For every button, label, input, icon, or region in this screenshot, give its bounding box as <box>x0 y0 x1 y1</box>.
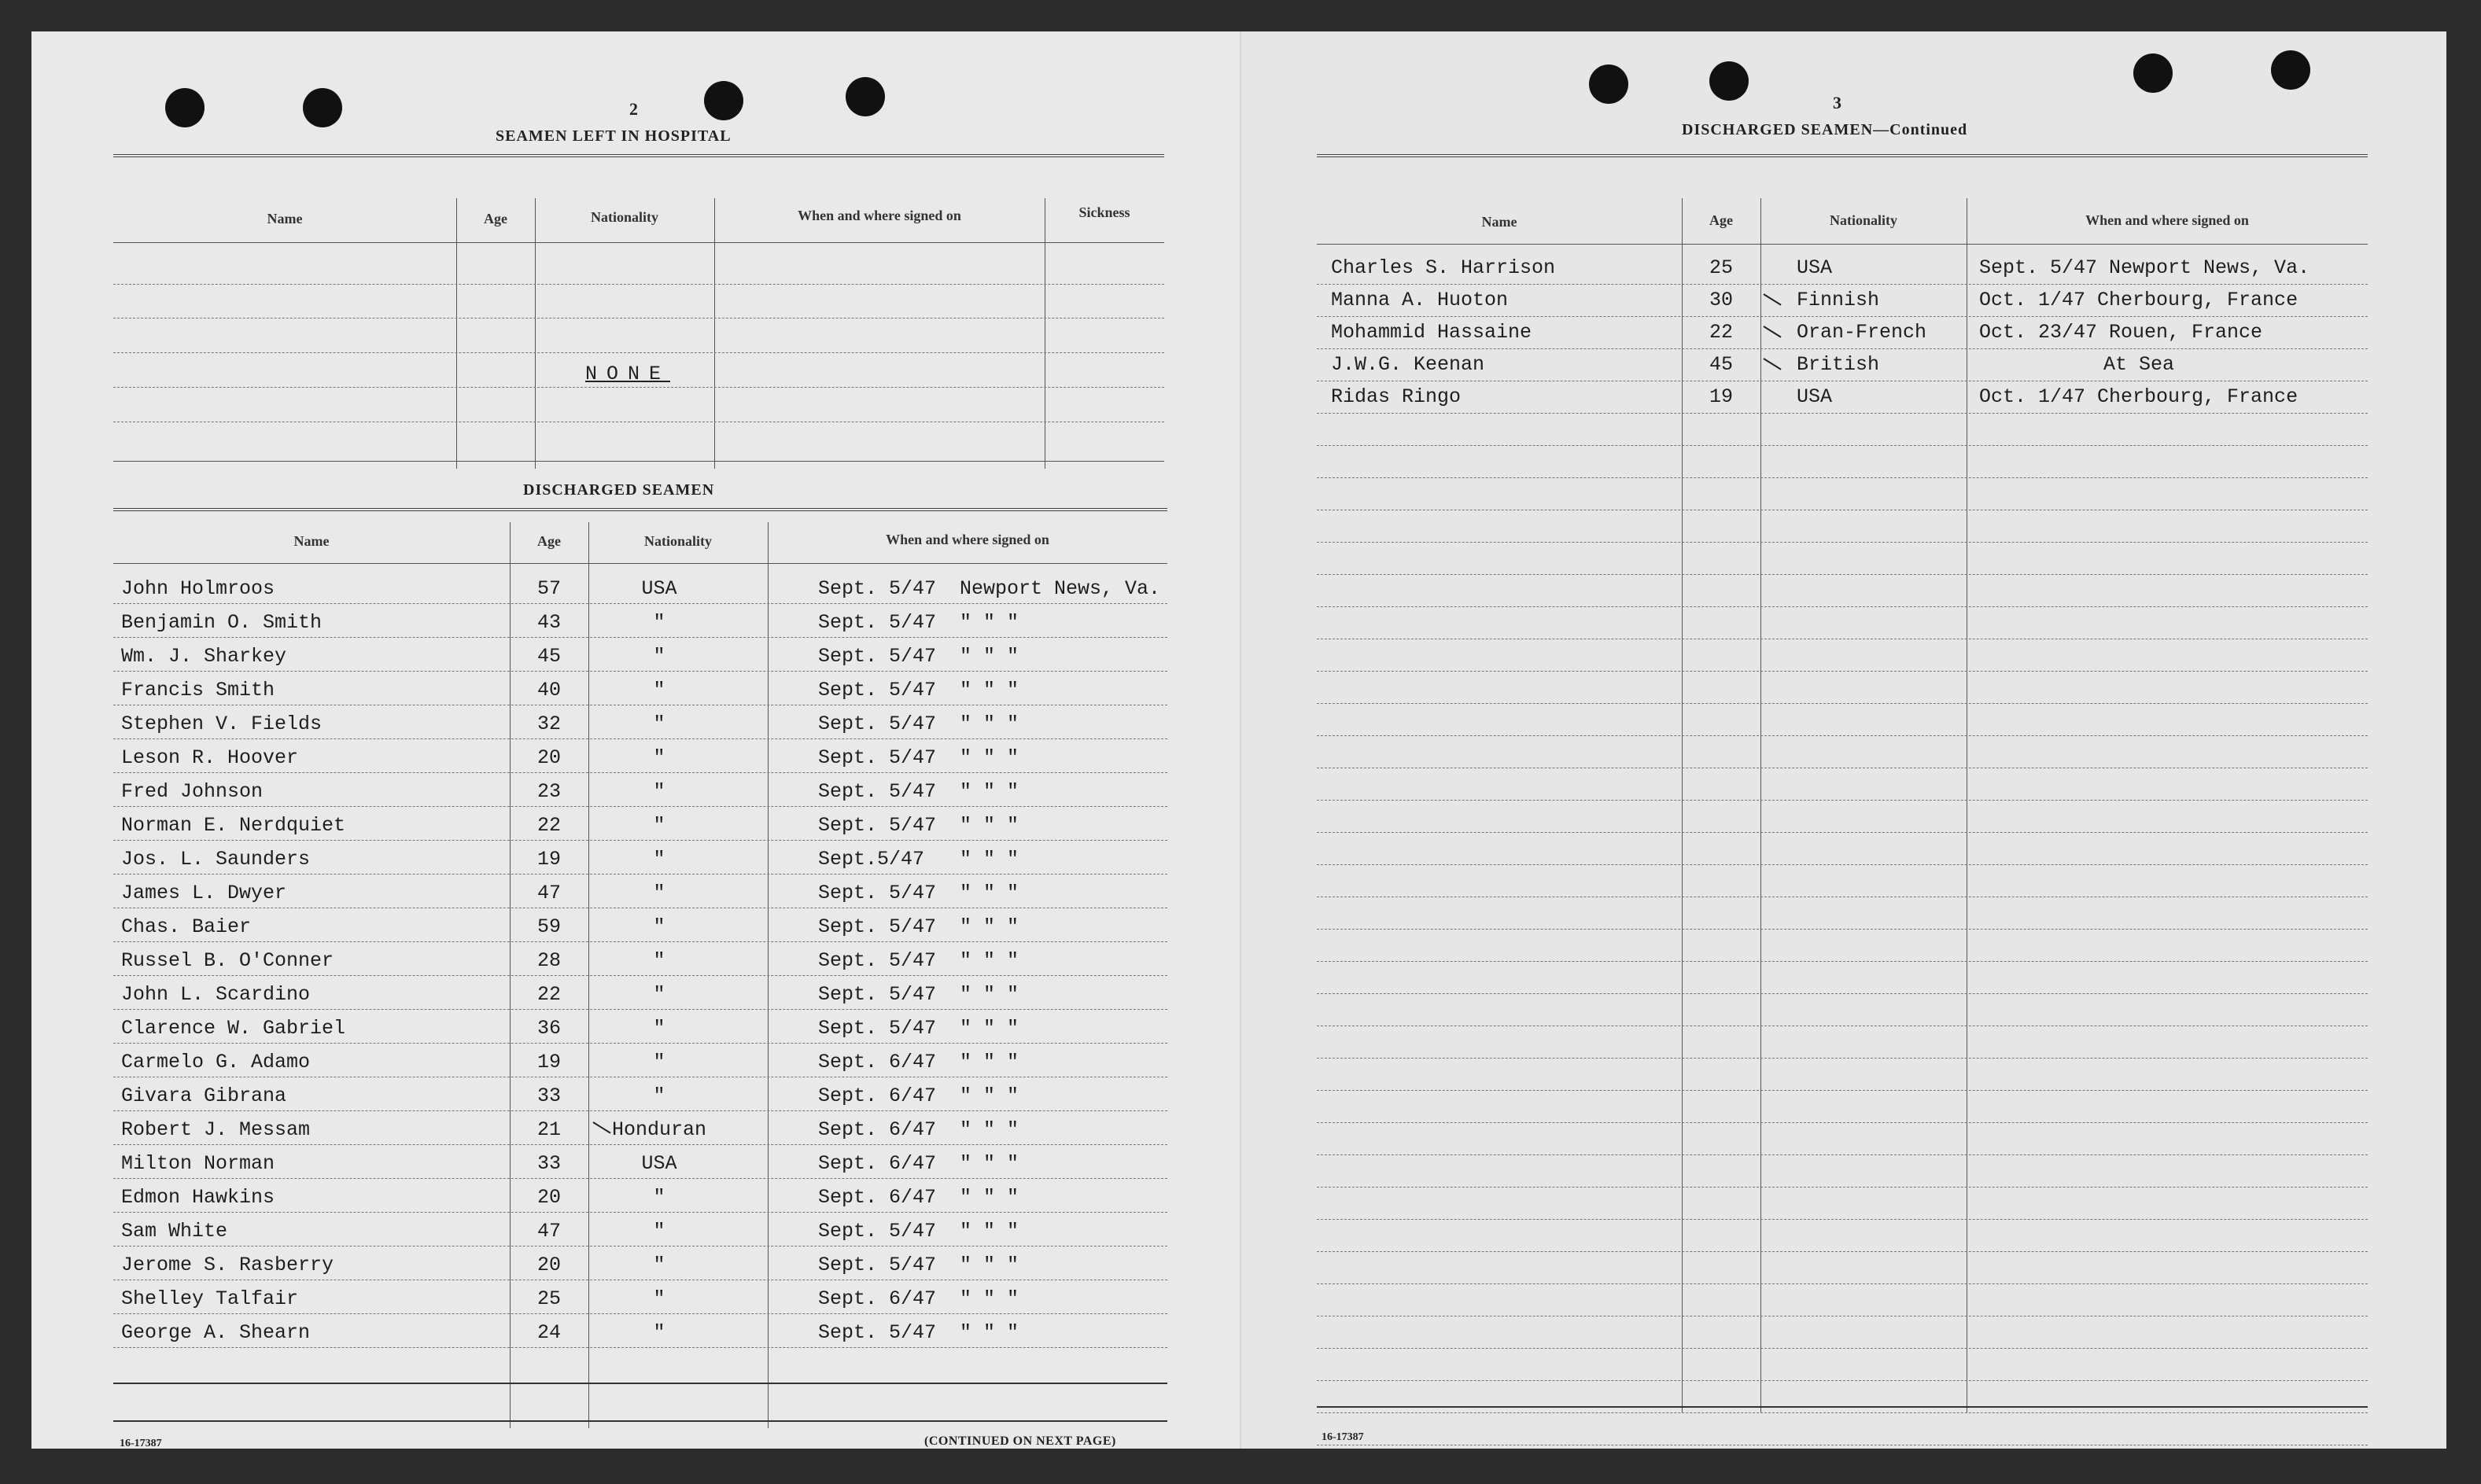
seaman-nationality: USA <box>641 1152 677 1175</box>
discharged-seamen-table <box>113 508 1167 1428</box>
seaman-age: 28 <box>536 949 561 972</box>
table-row <box>113 1014 1167 1048</box>
seaman-name: J.W.G. Keenan <box>1331 353 1485 376</box>
seaman-nationality: " <box>653 882 665 904</box>
table-row <box>113 980 1167 1014</box>
table-row <box>113 1284 1167 1318</box>
signed-on-place: " " " <box>960 679 1019 701</box>
seaman-nationality: " <box>653 1254 665 1276</box>
seaman-name: Francis Smith <box>121 679 275 701</box>
seaman-nationality: Oran-French <box>1797 321 1927 344</box>
table-row <box>113 1115 1167 1149</box>
col-age-header: Age <box>1709 212 1733 228</box>
page-number: 2 <box>629 99 638 119</box>
col-age-header: Age <box>484 211 507 226</box>
discharged-continued-title: DISCHARGED SEAMEN—Continued <box>1682 121 1968 138</box>
signed-on-place: " " " <box>960 1321 1019 1344</box>
col-name-header: Name <box>1481 214 1517 230</box>
seaman-name: Charles S. Harrison <box>1331 256 1556 279</box>
signed-on: At Sea <box>2103 353 2175 376</box>
table-row <box>113 777 1167 811</box>
seaman-age: 25 <box>536 1287 561 1310</box>
signed-on-place: " " " <box>960 713 1019 735</box>
seaman-age: 19 <box>1709 385 1733 408</box>
table-row <box>113 574 1167 608</box>
signed-on-date: Sept. 5/47 <box>818 915 937 938</box>
check-mark <box>1763 293 1781 305</box>
signed-on-date: Sept. 5/47 <box>818 882 937 904</box>
signed-on-date: Sept.5/47 <box>818 848 925 871</box>
seaman-name: Wm. J. Sharkey <box>121 645 287 668</box>
seaman-nationality: " <box>653 1220 665 1243</box>
signed-on-place: " " " <box>960 1220 1019 1243</box>
seaman-nationality: " <box>653 848 665 871</box>
seaman-name: Russel B. O'Conner <box>121 949 334 972</box>
col-sickness-header: Sickness <box>1078 204 1130 220</box>
table-row <box>113 676 1167 709</box>
signed-on-place: " " " <box>960 814 1019 837</box>
col-name-header: Name <box>267 211 303 226</box>
seaman-name: Sam White <box>121 1220 228 1243</box>
signed-on-date: Sept. 5/47 <box>818 1254 937 1276</box>
signed-on-place: " " " <box>960 882 1019 904</box>
seaman-name: Carmelo G. Adamo <box>121 1051 311 1073</box>
seaman-name: George A. Shearn <box>121 1321 311 1344</box>
signed-on-date: Sept. 6/47 <box>818 1084 937 1107</box>
hospital-section-title: SEAMEN LEFT IN HOSPITAL <box>496 127 732 145</box>
seaman-name: Stephen V. Fields <box>121 713 323 735</box>
seaman-nationality: Honduran <box>611 1118 707 1141</box>
signed-on-date: Sept. 5/47 <box>818 780 937 803</box>
seaman-nationality: " <box>653 1017 665 1040</box>
col-signed-on-header: When and where signed on <box>798 208 961 223</box>
seaman-age: 22 <box>536 983 561 1006</box>
discharged-seamen-continued-table <box>1317 154 2368 1412</box>
seaman-nationality: " <box>653 1321 665 1344</box>
signed-on-date: Sept. 6/47 <box>818 1186 937 1209</box>
seaman-age: 36 <box>536 1017 561 1040</box>
signed-on-place: " " " <box>960 611 1019 634</box>
seaman-nationality: " <box>653 983 665 1006</box>
seaman-age: 30 <box>1709 289 1733 311</box>
table-row <box>113 946 1167 980</box>
seaman-nationality: " <box>653 949 665 972</box>
col-age-header: Age <box>537 533 561 549</box>
signed-on-date: Sept. 5/47 <box>818 713 937 735</box>
col-name-header: Name <box>293 533 330 549</box>
seaman-age: 47 <box>536 882 561 904</box>
form-number: 16-17387 <box>120 1438 162 1449</box>
seaman-nationality: " <box>653 645 665 668</box>
seaman-name: Milton Norman <box>121 1152 275 1175</box>
seaman-name: Robert J. Messam <box>121 1118 311 1141</box>
table-row <box>113 1217 1167 1250</box>
signed-on-place: " " " <box>960 746 1019 769</box>
signed-on-date: Sept. 5/47 <box>818 1321 937 1344</box>
signed-on-date: Sept. 5/47 <box>818 611 937 634</box>
seaman-name: Jerome S. Rasberry <box>121 1254 334 1276</box>
seaman-age: 19 <box>536 1051 561 1073</box>
signed-on-place: " " " <box>960 949 1019 972</box>
seaman-age: 20 <box>536 746 561 769</box>
seaman-nationality: British <box>1797 353 1880 376</box>
seaman-nationality: " <box>653 1051 665 1073</box>
seaman-nationality: " <box>653 746 665 769</box>
signed-on: Oct. 1/47 Cherbourg, France <box>1979 289 2299 311</box>
hospital-table <box>113 154 1164 469</box>
table-row <box>113 1048 1167 1081</box>
signed-on-place: " " " <box>960 645 1019 668</box>
seaman-name: Fred Johnson <box>121 780 264 803</box>
seaman-age: 45 <box>536 645 561 668</box>
table-row <box>1317 255 2368 287</box>
signed-on-place: " " " <box>960 1017 1019 1040</box>
table-row <box>113 811 1167 845</box>
punch-hole <box>1709 61 1749 101</box>
seaman-nationality: " <box>653 611 665 634</box>
table-row <box>113 1081 1167 1115</box>
signed-on-date: Sept. 5/47 <box>818 679 937 701</box>
punch-hole <box>165 88 205 127</box>
punch-hole <box>1589 64 1628 104</box>
seaman-age: 20 <box>536 1186 561 1209</box>
seaman-nationality: " <box>653 915 665 938</box>
seaman-nationality: USA <box>1797 385 1833 408</box>
seaman-name: Shelley Talfair <box>121 1287 299 1310</box>
table-row <box>113 845 1167 878</box>
seaman-age: 32 <box>536 713 561 735</box>
discharged-section-title: DISCHARGED SEAMEN <box>523 481 715 499</box>
table-row <box>1317 384 2368 416</box>
signed-on-date: Sept. 5/47 <box>818 949 937 972</box>
seaman-age: 33 <box>536 1152 561 1175</box>
seaman-name: Mohammid Hassaine <box>1331 321 1532 344</box>
signed-on-place: " " " <box>960 1186 1019 1209</box>
seaman-name: Benjamin O. Smith <box>121 611 323 634</box>
seaman-name: Leson R. Hoover <box>121 746 299 769</box>
signed-on-date: Sept. 6/47 <box>818 1051 937 1073</box>
table-row <box>113 642 1167 676</box>
seaman-nationality: Finnish <box>1797 289 1880 311</box>
signed-on-date: Sept. 5/47 <box>818 645 937 668</box>
seaman-name: John Holmroos <box>121 577 275 600</box>
seaman-age: 21 <box>536 1118 561 1141</box>
signed-on-place: " " " <box>960 1152 1019 1175</box>
punch-hole <box>846 77 885 116</box>
signed-on-place: " " " <box>960 848 1019 871</box>
table-row <box>113 1250 1167 1284</box>
seaman-age: 22 <box>536 814 561 837</box>
seaman-name: Edmon Hawkins <box>121 1186 275 1209</box>
col-signed-on-header: When and where signed on <box>2085 212 2249 228</box>
seaman-nationality: " <box>653 679 665 701</box>
signed-on-place: " " " <box>960 780 1019 803</box>
seaman-nationality: USA <box>641 577 677 600</box>
seaman-nationality: " <box>653 814 665 837</box>
table-row <box>113 1318 1167 1352</box>
seaman-nationality: " <box>653 713 665 735</box>
check-mark <box>1763 358 1781 370</box>
signed-on-date: Sept. 5/47 <box>818 746 937 769</box>
form-number: 16-17387 <box>1322 1431 1364 1443</box>
seaman-nationality: " <box>653 1084 665 1107</box>
signed-on: Oct. 1/47 Cherbourg, France <box>1979 385 2299 408</box>
none-entry: NONE <box>585 363 671 385</box>
seaman-name: John L. Scardino <box>121 983 311 1006</box>
punch-hole <box>2133 53 2173 93</box>
seaman-age: 45 <box>1709 353 1733 376</box>
signed-on-date: Sept. 5/47 <box>818 1220 937 1243</box>
seaman-nationality: USA <box>1797 256 1833 279</box>
seaman-age: 57 <box>536 577 561 600</box>
signed-on-place: Newport News, Va. <box>960 577 1161 600</box>
seaman-age: 25 <box>1709 256 1733 279</box>
seaman-nationality: " <box>653 1287 665 1310</box>
seaman-name: Manna A. Huoton <box>1331 289 1509 311</box>
signed-on-date: Sept. 6/47 <box>818 1287 937 1310</box>
punch-hole <box>2271 50 2310 90</box>
punch-hole <box>303 88 342 127</box>
table-row <box>113 743 1167 777</box>
col-nationality-header: Nationality <box>643 533 712 549</box>
col-nationality-header: Nationality <box>590 209 658 225</box>
left-page <box>31 31 1243 1449</box>
table-row <box>113 709 1167 743</box>
page-number: 3 <box>1833 93 1841 112</box>
signed-on-place: " " " <box>960 915 1019 938</box>
seaman-age: 20 <box>536 1254 561 1276</box>
seaman-age: 22 <box>1709 321 1733 344</box>
seaman-name: Chas. Baier <box>121 915 252 938</box>
col-signed-on-header: When and where signed on <box>886 532 1049 547</box>
table-row <box>1317 352 2368 384</box>
col-nationality-header: Nationality <box>1829 212 1897 228</box>
seaman-nationality: " <box>653 1186 665 1209</box>
signed-on-date: Sept. 5/47 <box>818 983 937 1006</box>
table-row <box>113 1183 1167 1217</box>
signed-on-place: " " " <box>960 1084 1019 1107</box>
signed-on-place: " " " <box>960 1051 1019 1073</box>
seaman-age: 40 <box>536 679 561 701</box>
seaman-name: James L. Dwyer <box>121 882 287 904</box>
seaman-age: 23 <box>536 780 561 803</box>
seaman-name: Clarence W. Gabriel <box>121 1017 346 1040</box>
signed-on-date: Sept. 5/47 <box>818 1017 937 1040</box>
signed-on-place: " " " <box>960 983 1019 1006</box>
table-row <box>1317 287 2368 319</box>
table-row <box>113 912 1167 946</box>
table-row <box>113 878 1167 912</box>
signed-on: Oct. 23/47 Rouen, France <box>1979 321 2263 344</box>
seaman-age: 24 <box>536 1321 561 1344</box>
signed-on-date: Sept. 5/47 <box>818 814 937 837</box>
signed-on-date: Sept. 6/47 <box>818 1152 937 1175</box>
signed-on-date: Sept. 6/47 <box>818 1118 937 1141</box>
signed-on-date: Sept. 5/47 <box>818 577 937 600</box>
seaman-name: Jos. L. Saunders <box>121 848 311 871</box>
signed-on: Sept. 5/47 Newport News, Va. <box>1979 256 2310 279</box>
seaman-name: Ridas Ringo <box>1331 385 1462 408</box>
seaman-age: 59 <box>536 915 561 938</box>
seaman-name: Givara Gibrana <box>121 1084 287 1107</box>
seaman-name: Norman E. Nerdquiet <box>121 814 346 837</box>
seaman-age: 47 <box>536 1220 561 1243</box>
signed-on-place: " " " <box>960 1287 1019 1310</box>
seaman-age: 43 <box>536 611 561 634</box>
seaman-age: 19 <box>536 848 561 871</box>
signed-on-place: " " " <box>960 1118 1019 1141</box>
right-page <box>1243 31 2446 1449</box>
continued-note: (CONTINUED ON NEXT PAGE) <box>924 1434 1116 1448</box>
seaman-age: 33 <box>536 1084 561 1107</box>
table-row <box>113 608 1167 642</box>
table-row <box>113 1149 1167 1183</box>
seaman-nationality: " <box>653 780 665 803</box>
table-row <box>1317 319 2368 352</box>
check-mark <box>1763 326 1781 337</box>
punch-hole <box>704 81 743 120</box>
signed-on-place: " " " <box>960 1254 1019 1276</box>
